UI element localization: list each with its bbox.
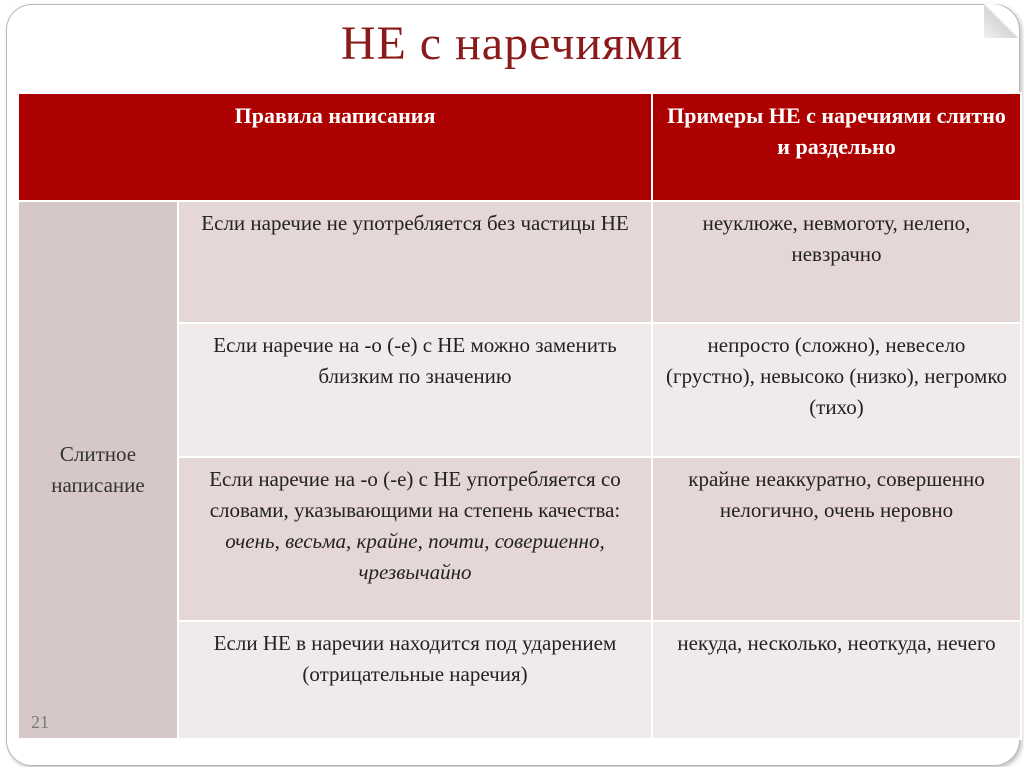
header-examples: Примеры НЕ с наречиями слитно и раздельно — [652, 93, 1021, 201]
rule-cell: Если НЕ в наречии находится под ударением (отрицательные наречия) — [178, 621, 652, 739]
examples-cell: некуда, несколько, неоткуда, нечего — [652, 621, 1021, 739]
table-row — [18, 201, 1021, 323]
rules-table — [17, 92, 1022, 740]
side-label — [18, 201, 178, 739]
table-header-row — [18, 93, 1021, 201]
rule-cell — [178, 457, 652, 621]
examples-cell: крайне неаккуратно, совершенно нелогично, очень неровно — [652, 457, 1021, 621]
examples-cell: непросто (сложно), невесело (грустно), невысоко (низко), негромко (тихо) — [652, 323, 1021, 457]
side-label-text: Слитное написание — [51, 442, 145, 497]
slide-title: НЕ с наречиями — [340, 17, 684, 70]
rule-italic-words: очень, весьма, крайне, почти, совершенно, чрезвычайно — [225, 529, 605, 584]
rule-cell: Если наречие на -о (-е) с НЕ можно заменить близким по значению — [178, 323, 652, 457]
rule-cell: Если наречие не употребляется без частицы НЕ — [178, 201, 652, 323]
slide-number: 21 — [31, 712, 49, 732]
examples-cell: неуклюже, невмоготу, нелепо, невзрачно — [652, 201, 1021, 323]
rule-text: Если наречие на -о (-е) с НЕ употребляется со словами, указывающими на степень качества: — [209, 467, 621, 522]
header-rules: Правила написания — [18, 93, 652, 201]
